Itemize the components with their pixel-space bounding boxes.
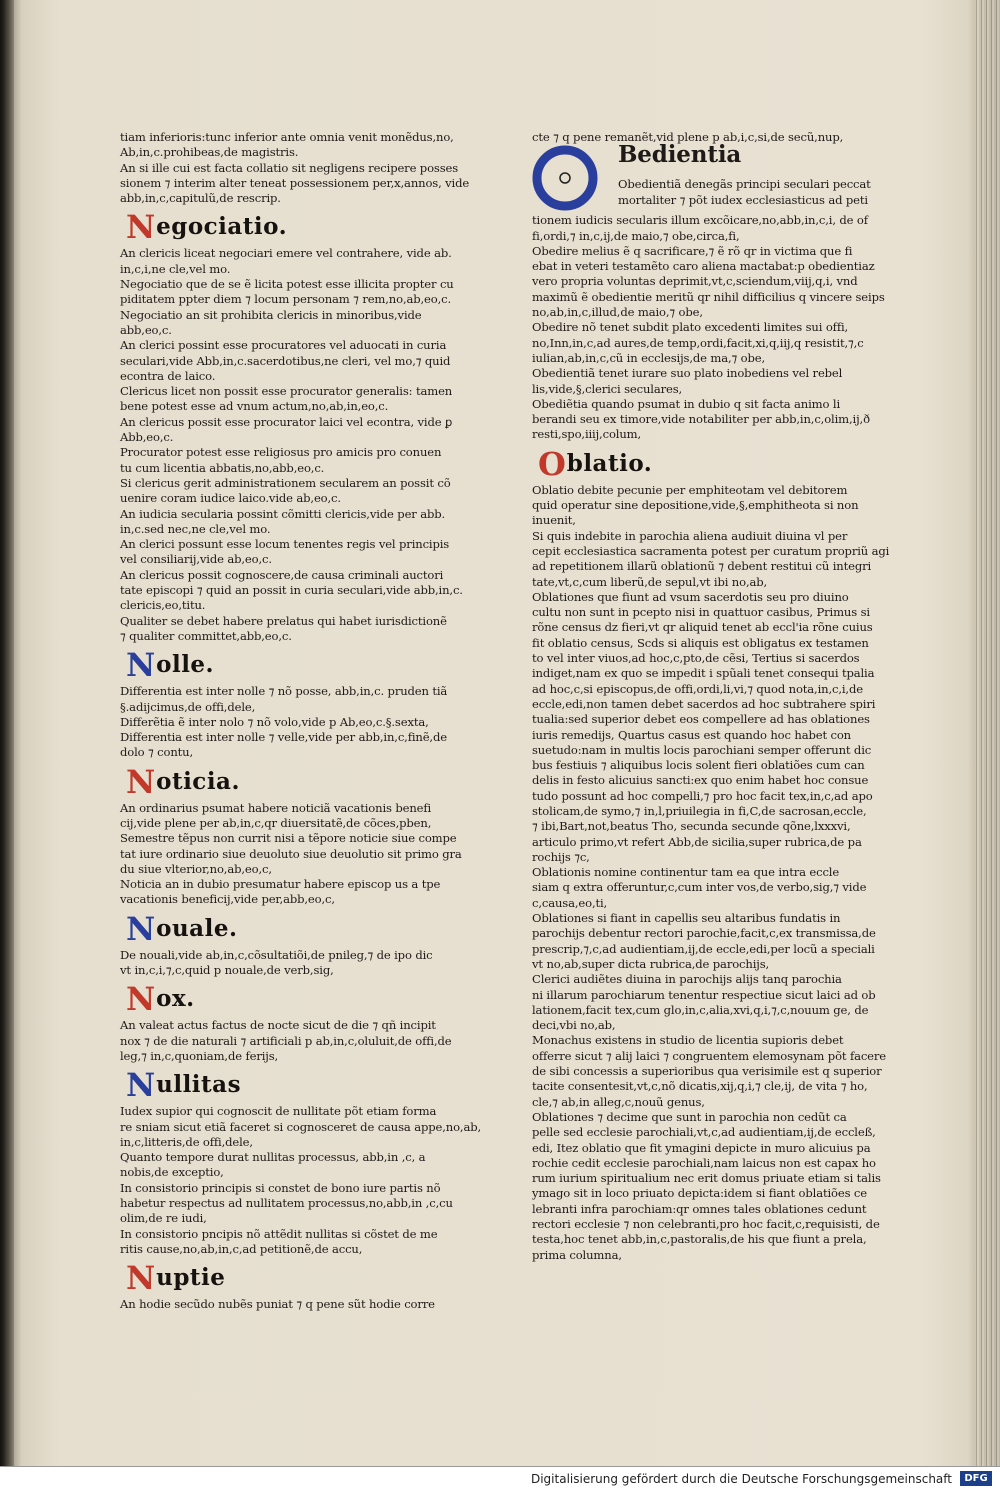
page-edges [974, 0, 1000, 1466]
text-line: Obedientiã denegãs principi seculari peccat [618, 177, 871, 192]
text-line: An clerici possint esse procuratores vel aduocati in curia [120, 338, 447, 353]
text-line: tu cum licentia abbatis,no,abb,eo,c. [120, 460, 325, 475]
footer-bar [0, 1466, 1000, 1492]
section-title: ouale. [156, 914, 238, 942]
text-line: Obedientiã tenet iurare suo plato inobediens vel rebel [532, 366, 843, 381]
section-heading [126, 980, 470, 1019]
text-line: rectori ecclesie ⁊ non celebranti,pro hoc facit,c,requisisti, de [532, 1217, 880, 1231]
text-line: Obedire nõ tenet subdit plato excedenti limites sui offi, [532, 320, 849, 335]
text-line: prescrip,⁊,c,ad audientiam,ij,de eccle,edi,per locũ a speciali [532, 941, 875, 956]
text-line: Clerici audiẽtes diuina in parochijs alijs tanq parochia [532, 972, 842, 987]
text-line: Si clericus gerit administrationem secularem an possit cõ [120, 475, 451, 490]
text-line: pelle sed ecclesie parochiali,vt,c,ad audientiam,ij,de eccleß, [532, 1125, 876, 1140]
text-line: Negociatio que de se ẽ licita potest esse illicita propter cu [120, 277, 454, 292]
text-line: tacite consentesit,vt,c,nõ dicatis,xij,q,i,⁊ cle,ij, de vita ⁊ ho, [532, 1079, 868, 1094]
text-line: De nouali,vide ab,in,c,cõsultatiõi,de pnileg,⁊ de ipo dic [120, 947, 433, 962]
section-heading [126, 762, 470, 801]
text-line: Obediẽtia quando psumat in dubio q sit facta animo li [532, 396, 841, 411]
text-line: An clericus possit cognoscere,de causa criminali auctori [120, 567, 444, 582]
text-line: in,c,i,ne cle,vel mo. [120, 261, 231, 276]
rubric-initial: N [126, 208, 156, 247]
text-line: Procurator potest esse religiosus pro amicis pro conuen [120, 445, 442, 460]
rubric-initial: N [126, 980, 156, 1019]
text-line: lationem,facit tex,cum glo,in,c,alia,xvi,q,i,⁊,c,nouum ge, de [532, 1002, 869, 1017]
rubric-initial: N [126, 1066, 156, 1105]
text-line: Qualiter se debet habere prelatus qui habet iurisdictionẽ [120, 613, 447, 628]
text-line: tate,vt,c,cum liberũ,de sepul,vt ibi no,ab, [532, 574, 768, 589]
text-line: indiget,nam ex quo se impedit i spũali tenet consequi tpalia [532, 666, 875, 681]
text-line: An iudicia secularia possint cõmitti clericis,vide per abb. [120, 506, 446, 521]
text-line: articulo primo,vt refert Abb,de sicilia,super rubrica,de pa [532, 834, 862, 849]
text-line: Clericus licet non possit esse procurator generalis: tamen [120, 384, 453, 399]
text-line: tudo possunt ad hoc compelli,⁊ pro hoc facit tex,in,c,ad apo [532, 788, 873, 803]
section-heading [126, 208, 470, 247]
text-line: bene potest esse ad vnum actum,no,ab,in,eo,c. [120, 399, 389, 414]
text-line: seculari,vide Abb,in,c.sacerdotibus,ne cleri, vel mo,⁊ quid [120, 353, 451, 368]
text-line: rochie cedit ecclesie parochiali,nam laicus non est capax ho [532, 1155, 876, 1170]
text-line: vel consiliarij,vide ab,eo,c. [120, 552, 272, 567]
text-line: tualia:sed superior debet eos compellere ad has oblationes [532, 712, 870, 727]
text-line: quid operatur sine depositione,vide,§,emphitheota si non [532, 498, 859, 513]
text-line: rõne census dz fieri,vt qr aliquid tenet ab eccl'ia rõne cuius [532, 620, 873, 635]
section-heading [538, 444, 882, 483]
obedientia-first-lines [618, 177, 883, 208]
text-line: cte ⁊ q pene remanẽt,vid plene p ab,i,c,si,de secũ,nup, [532, 130, 844, 144]
text-line: habetur respectus ad nullitatem processus,no,abb,in ,c,cu [120, 1196, 453, 1211]
text-line: dolo ⁊ contu, [120, 745, 194, 760]
text-line: Ab,in,c.prohibeas,de magistris. [120, 145, 299, 160]
rubric-initial: N [126, 1259, 156, 1298]
text-line: piditatem ppter diem ⁊ locum personam ⁊ rem,no,ab,eo,c. [120, 292, 452, 307]
text-line: delis in festo alicuius sancti:ex quo enim habet hoc consue [532, 773, 869, 788]
text-line: Oblationes que fiunt ad vsum sacerdotis seu pro diuino [532, 589, 849, 604]
text-line: mortaliter ⁊ põt iudex ecclesiasticus ad peti [618, 192, 868, 207]
text-line: tionem iudicis secularis illum excõicare,no,abb,in,c,i, de of [532, 213, 868, 228]
text-line: ad repetitionem illarũ oblationũ ⁊ debent restitui cũ integri [532, 559, 872, 574]
dfg-credit-text: Digitalisierung gefördert durch die Deutsche Forschungsgemeinschaft [530, 1472, 952, 1486]
text-line: cepit ecclesiastica sacramenta potest per curatum propriũ agi [532, 543, 890, 558]
text-line: ebat in veteri testamẽto caro aliena mactabat:p obedientiaz [532, 259, 875, 274]
text-line: ⁊ ibi,Bart,not,beatus Tho, secunda secunde qõne,lxxxvi, [532, 819, 851, 834]
rubric-initial: N [126, 646, 156, 685]
text-line: Differentia est inter nolle ⁊ nõ posse, abb,in,c. pruden tiã [120, 684, 448, 699]
section-heading [126, 909, 470, 948]
text-line: fit oblatio census, Scds si aliquis est obligatus ex testamen [532, 635, 869, 650]
text-line: An valeat actus factus de nocte sicut de die ⁊ qñ incipit [120, 1018, 436, 1033]
text-line: ⁊ qualiter committet,abb,eo,c. [120, 628, 292, 643]
text-line: inuenit, [532, 513, 576, 528]
text-line: Oblationes ⁊ decime que sunt in parochia non cedũt ca [532, 1109, 847, 1124]
text-line: ni illarum parochiarum tenentur respectiue sicut laici ad ob [532, 987, 876, 1002]
ornamental-o-initial-icon [532, 145, 598, 211]
text-line: iulian,ab,in,c,cũ in ecclesijs,de ma,⁊ obe, [532, 350, 766, 365]
text-line: re sniam sicut etiã faceret si cognosceret de causa appe,no,ab, [120, 1119, 482, 1134]
text-line: In consistorio principis si constet de bono iure partis nõ [120, 1180, 441, 1195]
text-line: sionem ⁊ interim alter teneat possessionem per,x,annos, vide [120, 175, 470, 190]
text-line: Si quis indebite in parochia aliena audiuit diuina vl per [532, 528, 848, 543]
text-line: rochijs ⁊c, [532, 849, 590, 864]
text-line: testa,hoc tenet abb,in,c,pastoralis,de his que fiunt a prela, [532, 1232, 867, 1247]
text-line: Differentia est inter nolle ⁊ velle,vide per abb,in,c,finẽ,de [120, 730, 447, 745]
section-title: ox. [156, 985, 195, 1013]
text-line: Oblationes si fiant in capellis seu altaribus fundatis in [532, 911, 841, 926]
text-line: abb,in,c,capitulũ,de rescrip. [120, 191, 281, 206]
text-line: tate episcopi ⁊ quid an possit in curia seculari,vide abb,in,c. [120, 583, 463, 598]
text-line: uenire coram iudice laico.vide ab,eo,c. [120, 491, 341, 506]
text-line: Abb,eo,c. [120, 430, 174, 445]
text-line: tat iure ordinario siue deuoluto siue deuolutio sit primo gra [120, 846, 462, 861]
text-line: ritis cause,no,ab,in,c,ad petitionẽ,de accu, [120, 1241, 363, 1256]
text-line: no,ab,in,c,illud,de maio,⁊ obe, [532, 305, 703, 320]
text-line: du siue vlterior,no,ab,eo,c, [120, 861, 272, 876]
text-line: iuris remedijs, Quartus casus est quando hoc habet con [532, 727, 851, 742]
section-title: oticia. [156, 767, 240, 795]
gutter-shadow [0, 0, 14, 1466]
text-line: maximũ ẽ obedientie meritũ qr nihil difficilius q vincere seips [532, 289, 885, 304]
text-line: suetudo:nam in multis locis parochiani semper offerunt dic [532, 742, 872, 757]
text-line: tiam inferioris:tunc inferior ante omnia venit monẽdus,no, [120, 130, 454, 144]
text-line: prima columna, [532, 1247, 622, 1262]
text-line: econtra de laico. [120, 368, 216, 383]
text-line: ymago sit in loco priuato depicta:idem si fiant oblatiões ce [532, 1186, 867, 1201]
text-line: resti,spo,iiij,colum, [532, 427, 642, 442]
text-line: An clerici possunt esse locum tenentes regis vel principis [120, 537, 450, 552]
text-line: eccle,edi,non tamen debet sacerdos ad hoc subtrahere spiri [532, 696, 876, 711]
text-line: berandi seu ex timore,vide notabiliter per abb,in,c,olim,ij,ð [532, 412, 870, 427]
text-line: abb,eo,c. [120, 322, 172, 337]
text-line: clericis,eo,titu. [120, 598, 206, 613]
text-line: vacationis beneficij,vide per,abb,eo,c, [120, 892, 335, 907]
text-line: Obedire melius ẽ q sacrificare,⁊ ẽ rõ qr in victima que fi [532, 243, 853, 258]
section-title: uptie [156, 1264, 226, 1292]
text-line: offerre sicut ⁊ alij laici ⁊ congruentem elemosynam põt facere [532, 1048, 887, 1063]
text-line: Negociatio an sit prohibita clericis in minoribus,vide [120, 307, 422, 322]
text-line: nobis,de exceptio, [120, 1165, 224, 1180]
text-line: no,Inn,in,c,ad aures,de temp,ordi,facit,xi,q,iij,q resistit,⁊,c [532, 335, 864, 350]
text-line: Semestre tẽpus non currit nisi a tẽpore noticie siue compe [120, 831, 457, 846]
text-line: ad hoc,c,si episcopus,de offi,ordi,li,vi,⁊ quod nota,in,c,i,de [532, 681, 863, 696]
text-line: cle,⁊ ab,in alleg,c,nouũ genus, [532, 1094, 705, 1109]
text-line: rum iurium spiritualium nec erit domus priuate etiam si talis [532, 1171, 881, 1186]
text-line: Oblatio debite pecunie per emphiteotam vel debitorem [532, 482, 848, 497]
section-heading [126, 1259, 470, 1298]
text-line: Iudex supior qui cognoscit de nullitate põt etiam forma [120, 1104, 437, 1119]
text-line: leg,⁊ in,c,quoniam,de ferijs, [120, 1048, 279, 1063]
text-line: de sibi concessis a superioribus qua verisimile est q superior [532, 1064, 882, 1079]
text-line: An hodie secũdo nubẽs puniat ⁊ q pene sũt hodie corre [120, 1297, 435, 1312]
section-title: egociatio. [156, 213, 288, 241]
text-line: vt in,c,i,⁊,c,quid p nouale,de verb,sig, [120, 963, 334, 978]
section-title: olle. [156, 651, 215, 679]
text-line: vt no,ab,super dicta rubrica,de parochijs, [532, 956, 770, 971]
text-line: An clericus possit esse procurator laici vel econtra, vide ꝑ [120, 414, 453, 429]
text-line: An clericis liceat negociari emere vel contrahere, vide ab. [120, 246, 452, 261]
section-title: ullitas [156, 1071, 242, 1099]
text-line: olim,de re iudi, [120, 1211, 207, 1226]
text-line: cultu non sunt in pcepto nisi in quattuor casibus, Primus si [532, 605, 870, 620]
text-line: c,causa,eo,ti, [532, 895, 608, 910]
left-column [120, 130, 482, 1313]
obedientia-header [532, 141, 882, 211]
dfg-logo: DFG [960, 1471, 992, 1486]
text-line: lebranti infra parochiam:qr omnes tales oblationes cedunt [532, 1201, 867, 1216]
section-title: blatio. [566, 449, 653, 477]
text-line: Quanto tempore durat nullitas processus, abb,in ,c, a [120, 1150, 426, 1165]
text-line: Differẽtia ẽ inter nolo ⁊ nõ volo,vide p Ab,eo,c.§.sexta, [120, 714, 429, 729]
text-line: to vel inter viuos,ad hoc,c,pto,de cẽsi, Tertius si sacerdos [532, 651, 860, 666]
text-line: siam q extra offeruntur,c,cum inter vos,de verbo,sig,⁊ vide [532, 880, 867, 895]
section-heading [126, 646, 470, 685]
text-line: An ordinarius psumat habere noticiã vacationis benefi [120, 800, 432, 815]
text-line: Oblationis nomine continentur tam ea que intra eccle [532, 865, 840, 880]
text-line: bus festiuis ⁊ aliquibus locis solent fieri oblatiões cum can [532, 758, 865, 773]
section-heading [126, 1066, 470, 1105]
text-line: nox ⁊ de die naturali ⁊ artificiali p ab,in,c,oluluit,de offi,de [120, 1033, 452, 1048]
section-title: Bedientia [618, 141, 742, 169]
rubric-initial: O [538, 444, 566, 483]
text-line: In consistorio pncipis nõ attẽdit nullitas si cõstet de me [120, 1226, 438, 1241]
text-line: in,c.sed nec,ne cle,vel mo. [120, 521, 271, 536]
text-line: parochijs debentur rectori parochie,facit,c,ex transmissa,de [532, 926, 876, 941]
text-line: Noticia an in dubio presumatur habere episcop us a tpe [120, 877, 441, 892]
text-line: lis,vide,§,clerici seculares, [532, 381, 683, 396]
text-line: edi, Itez oblatio que fit ymagini depicte in muro alicuius pa [532, 1140, 871, 1155]
text-line: in,c,litteris,de offi,dele, [120, 1134, 253, 1149]
text-line: deci,vbi no,ab, [532, 1018, 616, 1033]
rubric-initial: N [126, 909, 156, 948]
text-line: §.adijcimus,de offi,dele, [120, 699, 256, 714]
text-line: stolicam,de symo,⁊ in,l,priuilegia in fi,C,de sacrosan,eccle, [532, 803, 867, 818]
text-line: cij,vide plene per ab,in,c,qr diuersitatẽ,de cõces,pben, [120, 815, 432, 830]
text-line: fi,ordi,⁊ in,c,ij,de maio,⁊ obe,circa,fi, [532, 228, 740, 243]
text-line: Monachus existens in studio de licentia supioris debet [532, 1033, 844, 1048]
right-column [532, 130, 890, 1263]
text-line: vero propria voluntas deprimit,vt,c,sciendum,viij,q,i, vnd [532, 274, 858, 289]
rubric-initial: N [126, 762, 156, 801]
text-line: An si ille cui est facta collatio sit negligens recipere posses [120, 160, 459, 175]
